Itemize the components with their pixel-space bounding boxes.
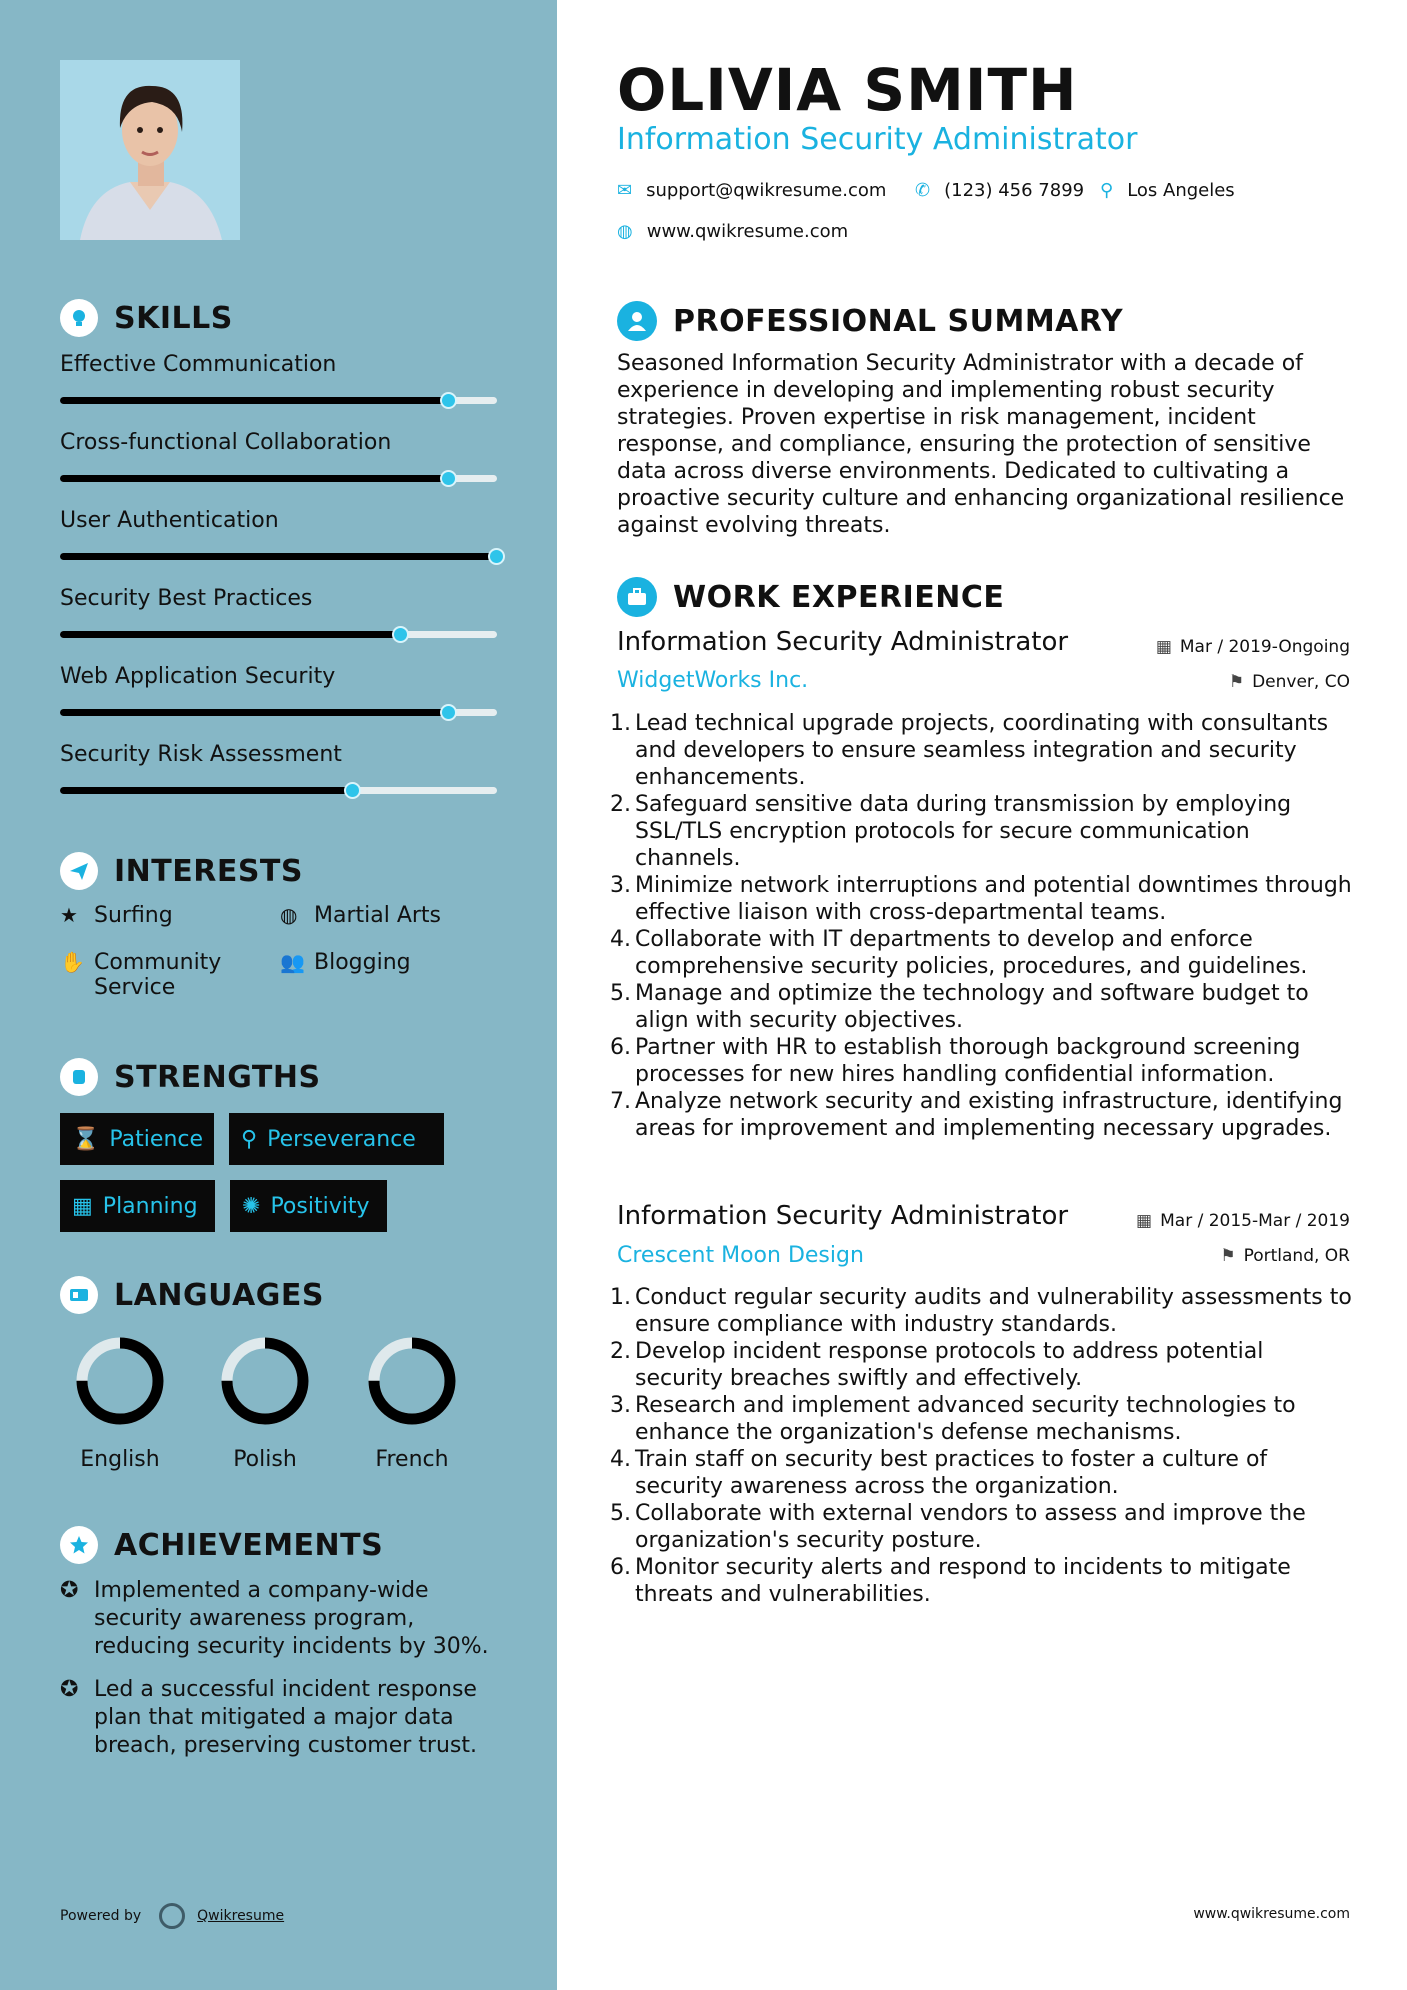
bullet-text: Conduct regular security audits and vulnerability assessments to ensure compliance with industry standards.: [635, 1285, 1352, 1337]
bullet-number: 7.: [610, 1089, 631, 1114]
briefcase-icon: [617, 577, 657, 617]
job-bullets: [610, 710, 1352, 1142]
language-ring: [217, 1333, 313, 1429]
job-location: [1220, 1246, 1350, 1266]
bullet-text: Lead technical upgrade projects, coordinating with consultants and developers to ensure seamless integration and security enhancements.: [635, 711, 1329, 790]
skills-header: [60, 299, 233, 337]
job-bullet: [610, 710, 1352, 791]
achievements-title: ACHIEVEMENTS: [114, 1527, 384, 1563]
bullet-number: 4.: [610, 927, 631, 952]
candidate-role: Information Security Administrator: [617, 122, 1138, 157]
skill-name: User Authentication: [60, 508, 279, 533]
star-badge-icon: [60, 1526, 98, 1564]
job-bullet: [610, 1446, 1352, 1500]
job-bullet: [610, 1088, 1352, 1142]
language-ring: [72, 1333, 168, 1429]
bullet-number: 6.: [610, 1555, 631, 1580]
bullet-text: Research and implement advanced security technologies to enhance the organization's defense mechanisms.: [635, 1393, 1296, 1445]
achievement-text: Implemented a company-wide security awareness program, reducing security incidents by 30%.: [94, 1578, 489, 1659]
interest-item: [280, 903, 441, 928]
lightbulb-icon: [60, 299, 98, 337]
language-ring: [364, 1333, 460, 1429]
powered-by-label: Powered by: [60, 1908, 142, 1924]
bullet-number: 3.: [610, 873, 631, 898]
job-bullet: [610, 1284, 1352, 1338]
bullet-text: Minimize network interruptions and potential downtimes through effective liaison with cross-departmental teams.: [635, 873, 1352, 925]
skill-bar-fill: [60, 631, 401, 638]
job-location-text: Portland, OR: [1243, 1246, 1350, 1266]
skill-bar-fill: [60, 553, 497, 560]
qwikresume-logo-icon: [159, 1903, 185, 1929]
language-label: Polish: [233, 1447, 297, 1472]
website-text: www.qwikresume.com: [646, 221, 849, 242]
skill-bar-fill: [60, 475, 449, 482]
star-icon: ✪: [60, 1677, 79, 1702]
map-pin-icon: ⚲: [1100, 180, 1114, 201]
contact-location: [1100, 180, 1235, 201]
bullet-text: Collaborate with IT departments to develop and enforce comprehensive security policies, procedures, and guidelines.: [635, 927, 1308, 979]
job-company: Crescent Moon Design: [617, 1243, 864, 1268]
strength-label: Patience: [109, 1126, 204, 1152]
interest-item: [280, 950, 411, 975]
interest-label: Community Service: [94, 950, 222, 1000]
footer-website[interactable]: www.qwikresume.com: [1193, 1906, 1350, 1922]
bullet-number: 2.: [610, 792, 631, 817]
language-item: [60, 1333, 180, 1472]
skill-name: Security Risk Assessment: [60, 742, 342, 767]
globe-icon: ◍: [280, 903, 298, 927]
pin-icon: ⚑: [1228, 672, 1245, 692]
summary-title: PROFESSIONAL SUMMARY: [673, 303, 1124, 339]
bullet-number: 2.: [610, 1339, 631, 1364]
bullet-text: Analyze network security and existing infrastructure, identifying areas for improvement and implementing necessary upgrades.: [635, 1089, 1343, 1141]
skill-bar: [60, 553, 497, 560]
bullet-number: 1.: [610, 711, 631, 736]
email-text: support@qwikresume.com: [646, 180, 887, 201]
calendar-icon: ▦: [72, 1193, 93, 1219]
strength-badge: [60, 1113, 214, 1165]
language-label: French: [375, 1447, 449, 1472]
interest-label: Blogging: [314, 950, 411, 975]
skill-bar-knob: [440, 704, 457, 721]
strength-badge: [230, 1180, 387, 1232]
achievement-item: [60, 1577, 500, 1661]
bullet-text: Develop incident response protocols to address potential security breaches swiftly and effectively.: [635, 1339, 1264, 1391]
strengths-title: STRENGTHS: [114, 1059, 321, 1095]
bullet-number: 4.: [610, 1447, 631, 1472]
binoculars-icon: ⚲: [241, 1126, 258, 1152]
job-location-text: Denver, CO: [1252, 672, 1350, 692]
job-bullet: [610, 1034, 1352, 1088]
summary-text: Seasoned Information Security Administrator with a decade of experience in developing and implementing robust security strategies. Proven expertise in risk management, incident response, and compliance, ensuring the protection of sensitive data across diverse environments. Dedicated to cultivating a proactive security culture and enhancing organizational resilience against evolving threats.: [617, 351, 1345, 538]
skill-name: Cross-functional Collaboration: [60, 430, 392, 455]
skill-bar-fill: [60, 787, 353, 794]
strength-label: Positivity: [270, 1193, 370, 1219]
phone-text: (123) 456 7899: [944, 180, 1085, 201]
language-item: [352, 1333, 472, 1472]
skill-bar: [60, 787, 497, 794]
skill-bar-fill: [60, 397, 449, 404]
pin-icon: ⚑: [1220, 1246, 1236, 1266]
hourglass-icon: ⌛: [72, 1126, 100, 1152]
star-icon: ✪: [60, 1578, 79, 1603]
bullet-number: 3.: [610, 1393, 631, 1418]
language-label: English: [80, 1447, 160, 1472]
calendar-icon: ▦: [1155, 637, 1172, 657]
skill-bar-knob: [440, 392, 457, 409]
languages-title: LANGUAGES: [114, 1277, 324, 1313]
candidate-name: OLIVIA SMITH: [617, 56, 1078, 124]
strength-label: Perseverance: [267, 1126, 416, 1152]
brand-link[interactable]: Qwikresume: [197, 1908, 285, 1924]
skill-name: Web Application Security: [60, 664, 336, 689]
job-bullet: [610, 926, 1352, 980]
achievement-text: Led a successful incident response plan that mitigated a major data breach, preserving customer trust.: [94, 1677, 477, 1758]
bullet-text: Monitor security alerts and respond to incidents to mitigate threats and vulnerabilities.: [635, 1555, 1291, 1607]
job-title: Information Security Administrator: [617, 627, 1069, 657]
globe-icon: ◍: [617, 221, 633, 242]
skill-name: Effective Communication: [60, 352, 337, 377]
skill-bar-knob: [344, 782, 361, 799]
contact-email[interactable]: [617, 180, 886, 201]
bullet-text: Safeguard sensitive data during transmission by employing SSL/TLS encryption protocols for secure communication channels.: [635, 792, 1292, 871]
achievements-header: [60, 1526, 383, 1564]
job-bullet: [610, 791, 1352, 872]
strength-badge: [60, 1180, 215, 1232]
experience-header: [617, 577, 1004, 617]
job-bullet: [610, 872, 1352, 926]
interests-header: [60, 852, 303, 890]
strength-label: Planning: [102, 1193, 198, 1219]
strengths-header: [60, 1058, 321, 1096]
job-location: [1229, 672, 1350, 692]
job-dates: [1136, 1211, 1350, 1231]
summary-header: [617, 301, 1123, 341]
interest-item: [60, 950, 240, 1000]
bullet-number: 5.: [610, 981, 631, 1006]
strength-badge: [229, 1113, 444, 1165]
bullet-number: 6.: [610, 1035, 631, 1060]
sidebar: [0, 0, 557, 1990]
contact-phone[interactable]: [915, 180, 1084, 201]
users-icon: 👥: [280, 950, 305, 974]
bullet-text: Train staff on security best practices to foster a culture of security awareness across the organization.: [635, 1447, 1268, 1499]
skill-bar: [60, 475, 497, 482]
profile-photo: [60, 60, 240, 240]
skill-bar-knob: [440, 470, 457, 487]
calendar-icon: ▦: [1136, 1211, 1153, 1231]
interest-label: Martial Arts: [314, 903, 442, 928]
envelope-icon: ✉: [617, 180, 633, 201]
achievement-item: [60, 1676, 500, 1760]
skill-bar: [60, 397, 497, 404]
job-bullets: [610, 1284, 1352, 1608]
job-title: Information Security Administrator: [617, 1201, 1069, 1231]
hand-icon: ✋: [60, 950, 85, 974]
interest-item: [60, 903, 173, 928]
experience-title: WORK EXPERIENCE: [673, 579, 1005, 615]
languages-header: [60, 1276, 324, 1314]
star-icon: ★: [60, 903, 78, 927]
skill-bar: [60, 709, 497, 716]
job-bullet: [610, 1500, 1352, 1554]
job-bullet: [610, 1338, 1352, 1392]
bullet-text: Partner with HR to establish thorough background screening processes for new hires handling confidential information.: [635, 1035, 1301, 1087]
bullet-number: 5.: [610, 1501, 631, 1526]
interest-label: Surfing: [94, 903, 173, 928]
job-bullet: [610, 1392, 1352, 1446]
skill-name: Security Best Practices: [60, 586, 313, 611]
skill-bar-knob: [488, 548, 505, 565]
job-dates: [1156, 637, 1350, 657]
contact-website[interactable]: [617, 221, 848, 242]
user-icon: [617, 301, 657, 341]
language-item: [205, 1333, 325, 1472]
bullet-number: 1.: [610, 1285, 631, 1310]
location-text: Los Angeles: [1127, 180, 1235, 201]
skill-bar: [60, 631, 497, 638]
skills-title: SKILLS: [114, 300, 233, 336]
skill-bar-fill: [60, 709, 449, 716]
bullet-text: Collaborate with external vendors to assess and improve the organization's security posture.: [635, 1501, 1306, 1553]
interests-title: INTERESTS: [114, 853, 303, 889]
phone-icon: ✆: [915, 180, 931, 201]
bullet-text: Manage and optimize the technology and software budget to align with security objectives.: [635, 981, 1309, 1033]
fist-icon: [60, 1058, 98, 1096]
sun-icon: ✺: [242, 1193, 261, 1219]
job-bullet: [610, 1554, 1352, 1608]
job-dates-text: Mar / 2019-Ongoing: [1179, 637, 1350, 657]
job-bullet: [610, 980, 1352, 1034]
job-company: WidgetWorks Inc.: [617, 668, 809, 693]
paper-plane-icon: [60, 852, 98, 890]
skill-bar-knob: [392, 626, 409, 643]
id-card-icon: [60, 1276, 98, 1314]
powered-by: [60, 1903, 284, 1929]
job-dates-text: Mar / 2015-Mar / 2019: [1160, 1211, 1350, 1231]
